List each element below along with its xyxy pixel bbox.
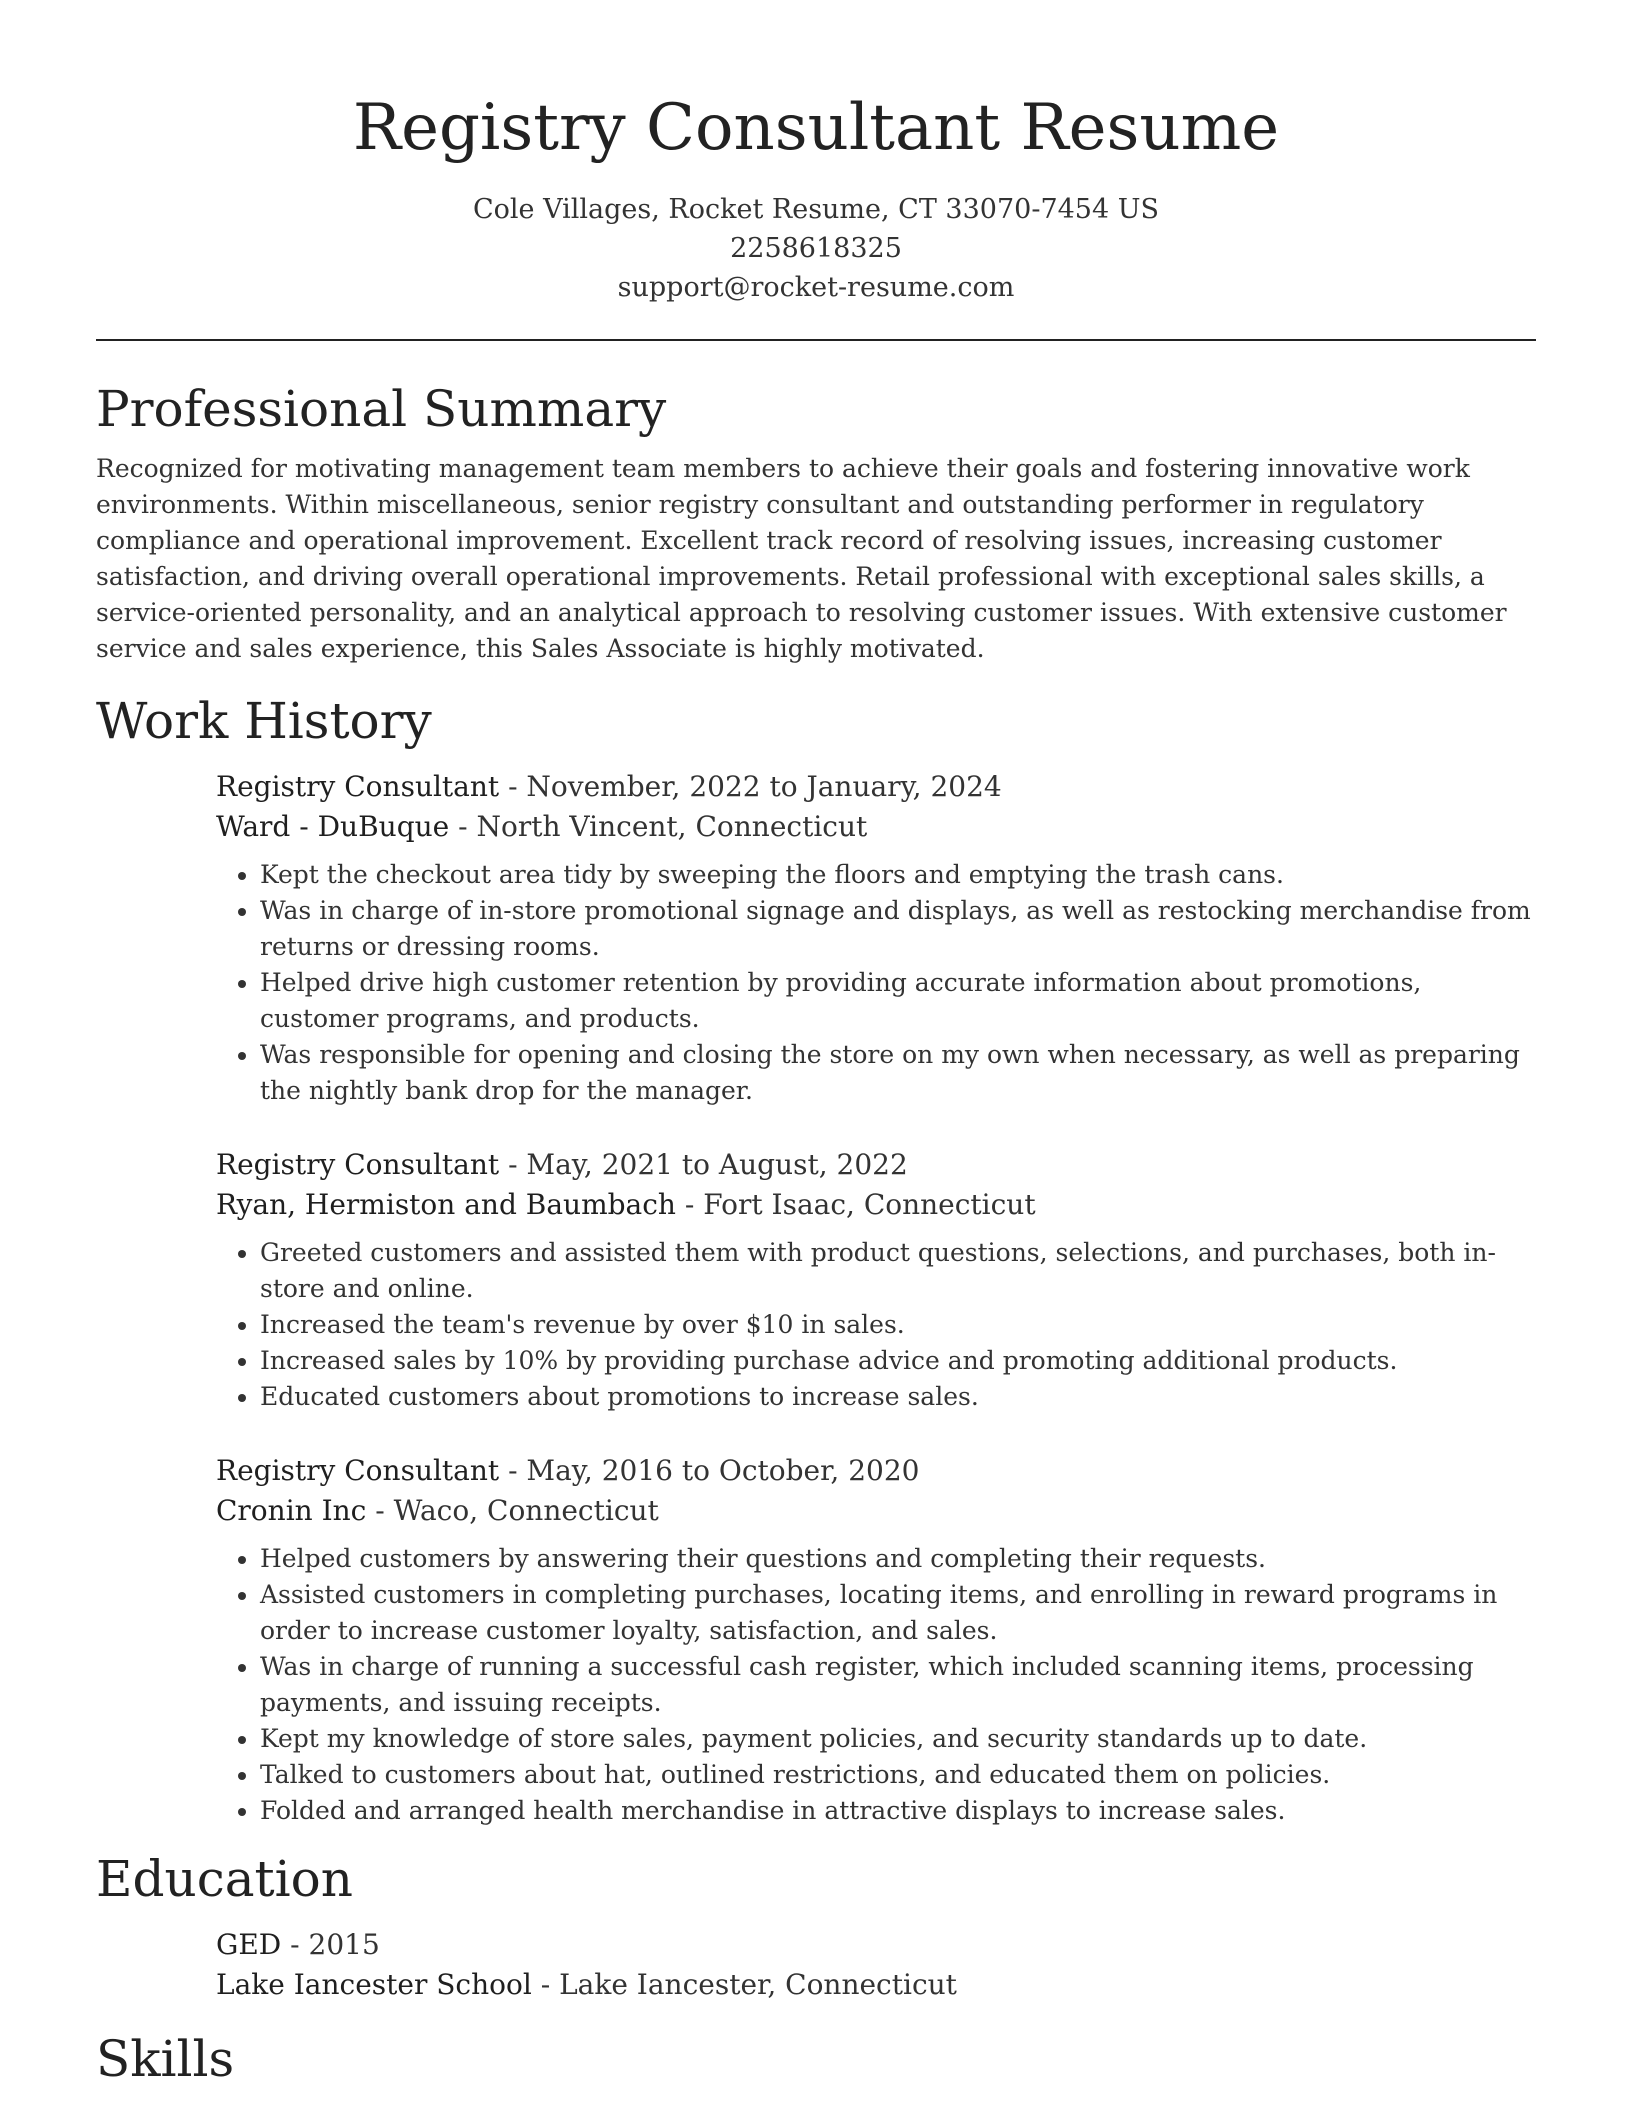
job-bullet: • Increased sales by 10% by providing purchase advice and promoting additional products.	[260, 1343, 1536, 1379]
job-bullet: • Helped customers by answering their questions and completing their requests.	[260, 1541, 1536, 1577]
job-bullet: • Talked to customers about hat, outlined restrictions, and educated them on policies.	[260, 1757, 1536, 1793]
summary-section	[96, 377, 1536, 667]
summary-heading: Professional Summary	[96, 380, 667, 438]
education-school-line	[216, 1965, 1536, 2005]
work-history-section	[96, 689, 1536, 1829]
job-bullet: • Was responsible for opening and closing the store on my own when necessary, as well as preparing the nightly bank drop for the manager.	[260, 1037, 1536, 1109]
job-bullet: • Folded and arranged health merchandise in attractive displays to increase sales.	[260, 1793, 1536, 1829]
education-location: - Lake Iancester, Connecticut	[531, 1968, 957, 2001]
contact-info	[0, 190, 1632, 307]
job-bullet: • Greeted customers and assisted them with product questions, selections, and purchases, both in-store and online.	[260, 1235, 1536, 1307]
job-company: Ryan, Hermiston and Baumbach	[216, 1188, 676, 1221]
job-title: Registry Consultant	[216, 770, 500, 803]
job-company: Ward - DuBuque	[216, 810, 450, 843]
education-degree-line	[216, 1925, 1536, 1965]
job-bullet-list	[216, 1541, 1536, 1829]
header-divider	[96, 339, 1536, 341]
education-section	[96, 1847, 1536, 2005]
job-dates: - May, 2021 to August, 2022	[499, 1148, 908, 1181]
job-bullet: • Kept the checkout area tidy by sweeping the floors and emptying the trash cans.	[260, 857, 1536, 893]
job-bullet: • Helped drive high customer retention by providing accurate information about promotions, customer programs, and products.	[260, 965, 1536, 1037]
job-company-line	[216, 1185, 1536, 1225]
contact-email: support@rocket-resume.com	[617, 272, 1015, 303]
job-entry	[216, 767, 1536, 1109]
job-title-line	[216, 1451, 1536, 1491]
job-company-line	[216, 1491, 1536, 1531]
job-bullet-list	[216, 1235, 1536, 1415]
summary-text: Recognized for motivating management team members to achieve their goals and fostering innovative work environments. Within miscellaneous, senior registry consultant and outstanding performer in regulatory compliance and operational improvement. Excellent track record of resolving issues, increasing customer satisfaction, and driving overall operational improvements. Retail professional with exceptional sales skills, a service-oriented personality, and an analytical approach to resolving customer issues. With extensive customer service and sales experience, this Sales Associate is highly motivated.	[96, 454, 1507, 663]
contact-address: Cole Villages, Rocket Resume, CT 33070-7454 US	[472, 194, 1159, 225]
job-location: - Fort Isaac, Connecticut	[675, 1188, 1036, 1221]
job-company-line	[216, 807, 1536, 847]
job-title-line	[216, 767, 1536, 807]
contact-phone: 2258618325	[730, 233, 902, 264]
job-location: - Waco, Connecticut	[366, 1494, 659, 1527]
job-company: Cronin Inc	[216, 1494, 367, 1527]
job-entry	[216, 1145, 1536, 1415]
education-year: - 2015	[281, 1928, 380, 1961]
job-bullet: • Educated customers about promotions to increase sales.	[260, 1379, 1536, 1415]
job-entry	[216, 1451, 1536, 1829]
job-bullet: • Assisted customers in completing purchases, locating items, and enrolling in reward programs in order to increase customer loyalty, satisfaction, and sales.	[260, 1577, 1536, 1649]
job-bullet: • Was in charge of running a successful cash register, which included scanning items, processing payments, and issuing receipts.	[260, 1649, 1536, 1721]
job-bullet: • Increased the team's revenue by over $10 in sales.	[260, 1307, 1536, 1343]
resume-header	[0, 0, 1632, 307]
job-dates: - November, 2022 to January, 2024	[499, 770, 1002, 803]
job-title: Registry Consultant	[216, 1148, 500, 1181]
job-bullet: • Was in charge of in-store promotional signage and displays, as well as restocking merchandise from returns or dressing rooms.	[260, 893, 1536, 965]
job-title-line	[216, 1145, 1536, 1185]
resume-title: Registry Consultant Resume	[352, 91, 1280, 165]
job-dates: - May, 2016 to October, 2020	[499, 1454, 920, 1487]
job-location: - North Vincent, Connecticut	[449, 810, 868, 843]
job-bullet: • Kept my knowledge of store sales, payment policies, and security standards up to date.	[260, 1721, 1536, 1757]
education-school: Lake Iancester School	[216, 1968, 532, 2001]
education-degree: GED	[216, 1928, 282, 1961]
education-heading: Education	[96, 1850, 353, 1908]
skills-section	[96, 2027, 1536, 2091]
job-bullet-list	[216, 857, 1536, 1109]
work-history-heading: Work History	[96, 692, 432, 750]
job-title: Registry Consultant	[216, 1454, 500, 1487]
skills-heading: Skills	[96, 2030, 235, 2088]
